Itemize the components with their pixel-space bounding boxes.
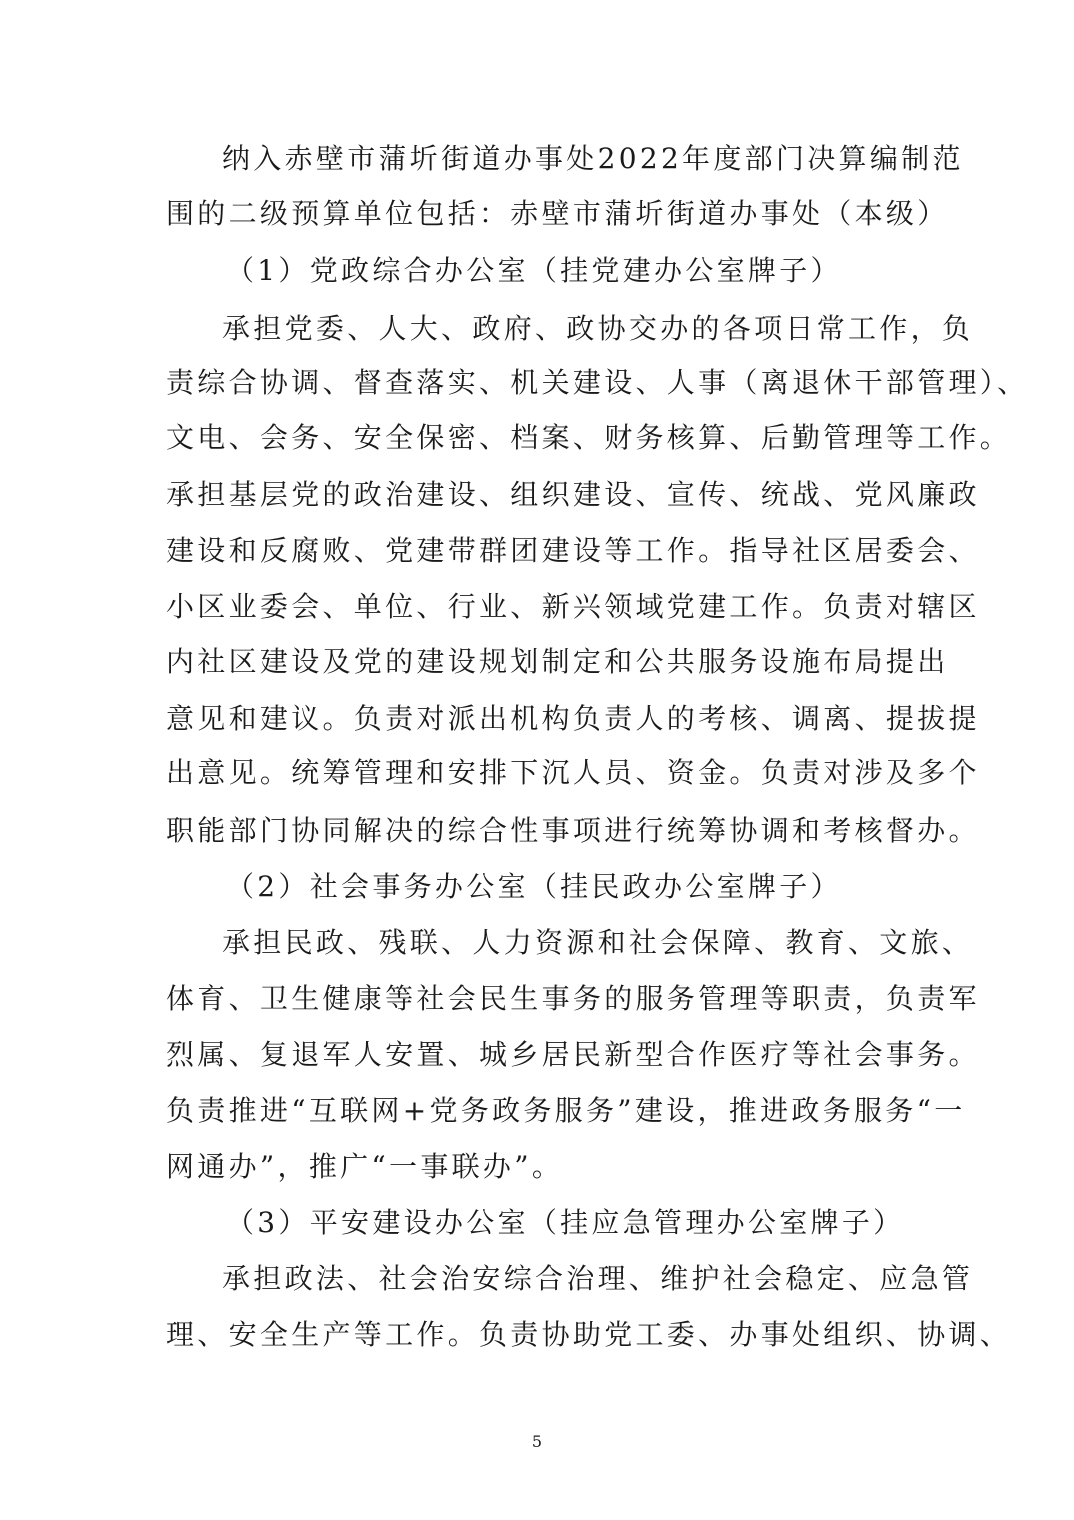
paragraph-line: 网通办”，推广“一事联办”。 <box>166 1150 564 1183</box>
paragraph-line: 出意见。统筹管理和安排下沉人员、资金。负责对涉及多个 <box>166 756 980 789</box>
section-heading: （3）平安建设办公室（挂应急管理办公室牌子） <box>226 1206 905 1239</box>
paragraph-line: 承担民政、残联、人力资源和社会保障、教育、文旅、 <box>222 926 974 959</box>
paragraph-line: 内社区建设及党的建设规划制定和公共服务设施布局提出 <box>166 645 949 678</box>
paragraph-line: 纳入赤壁市蒲圻街道办事处2022年度部门决算编制范 <box>222 142 964 175</box>
paragraph-line: 负责推进“互联网+党务政务服务”建设，推进政务服务“一 <box>166 1094 966 1127</box>
paragraph-line: 责综合协调、督查落实、机关建设、人事（离退休干部管理）、 <box>166 366 1029 399</box>
page-number: 5 <box>531 1432 543 1451</box>
paragraph-line: 承担党委、人大、政府、政协交办的各项日常工作，负 <box>222 312 974 345</box>
paragraph-line: 文电、会务、安全保密、档案、财务核算、后勤管理等工作。 <box>166 421 1012 454</box>
paragraph-line: 体育、卫生健康等社会民生事务的服务管理等职责，负责军 <box>166 982 980 1015</box>
paragraph-line: 小区业委会、单位、行业、新兴领域党建工作。负责对辖区 <box>166 590 980 623</box>
paragraph-line: 承担基层党的政治建设、组织建设、宣传、统战、党风廉政 <box>166 478 980 511</box>
paragraph-line: 建设和反腐败、党建带群团建设等工作。指导社区居委会、 <box>166 534 980 567</box>
paragraph-line: 意见和建议。负责对派出机构负责人的考核、调离、提拔提 <box>166 702 980 735</box>
section-heading: （1）党政综合办公室（挂党建办公室牌子） <box>226 254 842 287</box>
paragraph-line: 理、安全生产等工作。负责协助党工委、办事处组织、协调、 <box>166 1318 1012 1351</box>
paragraph-line: 围的二级预算单位包括：赤壁市蒲圻街道办事处（本级） <box>166 197 949 230</box>
section-heading: （2）社会事务办公室（挂民政办公室牌子） <box>226 870 842 903</box>
paragraph-line: 承担政法、社会治安综合治理、维护社会稳定、应急管 <box>222 1262 974 1295</box>
paragraph-line: 烈属、复退军人安置、城乡居民新型合作医疗等社会事务。 <box>166 1038 980 1071</box>
paragraph-line: 职能部门协同解决的综合性事项进行统筹协调和考核督办。 <box>166 814 980 847</box>
